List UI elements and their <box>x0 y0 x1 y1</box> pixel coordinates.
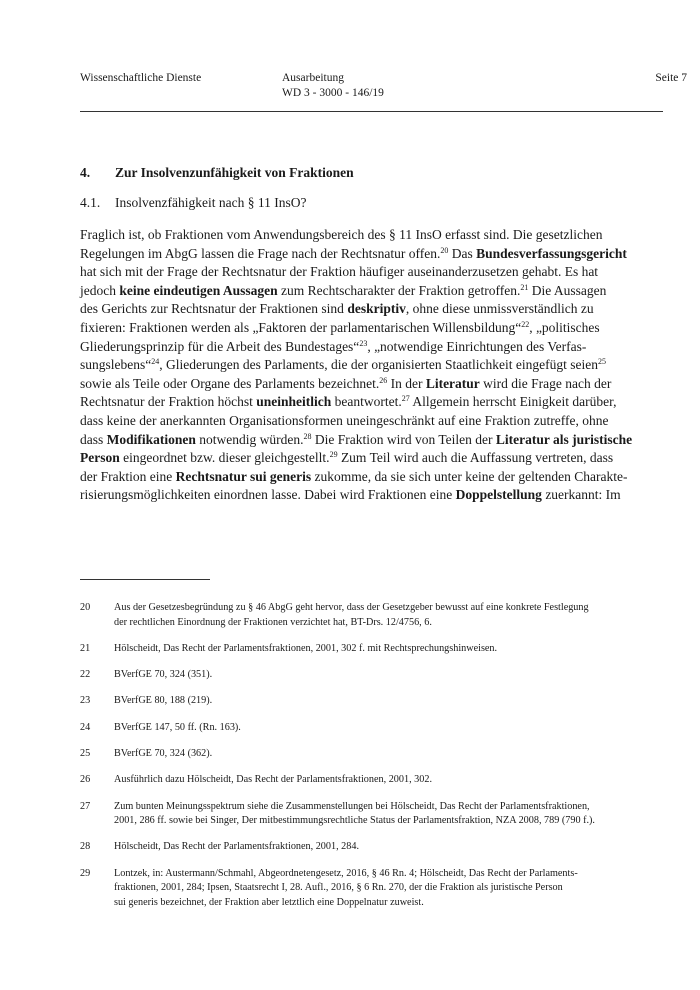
footnote-line: Aus der Gesetzesbegründung zu § 46 AbgG geht hervor, dass der Gesetzgeber bewusst auf eine konkrete Festlegung <box>114 602 589 613</box>
body-line: Rechtsnatur der Fraktion höchst uneinheitlich beantwortet.$^{27}$ Allgemein herrscht Einigkeit darüber, <box>80 394 617 410</box>
header-org: Wissenschaftliche Dienste <box>80 72 202 84</box>
footnote-text <box>114 642 680 657</box>
body-line: hat sich mit der Frage der Rechtsnatur der Fraktion häufiger auseinanderzusetzen gehabt. Es hat <box>80 264 599 280</box>
footnote-text <box>114 840 680 855</box>
footnote-text <box>114 668 680 683</box>
subsection-heading <box>80 195 306 211</box>
footnote-item <box>80 721 680 736</box>
footnote-line: Lontzek, in: Austermann/Schmahl, Abgeordnetengesetz, 2016, § 46 Rn. 4; Hölscheidt, Das Recht der Parlaments- <box>114 867 578 879</box>
body-line: risierungsmöglichkeiten einordnen lasse. Dabei wird Fraktionen eine Doppelstellung zuerkannt: Im <box>80 487 621 503</box>
section-heading <box>80 165 354 181</box>
footnote-line: fraktionen, 2001, 284; Ipsen, Staatsrecht I, 28. Aufl., 2016, § 6 Rn. 270, der die Fraktion als juristische Person <box>114 882 563 894</box>
footnote-item <box>80 642 680 657</box>
footnote-line: BVerfGE 147, 50 ff. (Rn. 163). <box>114 721 241 733</box>
footnote-item <box>80 800 680 829</box>
footnote-text <box>114 601 680 630</box>
footnote-ref[interactable]: 20 <box>440 245 449 255</box>
footnote-ref[interactable]: 22 <box>521 319 530 329</box>
body-line: sowie als Teile oder Organe des Parlaments bezeichnet.$^{26}$ In der Literatur wird die Frage nach der <box>80 375 612 391</box>
subsection-number: 4.1. <box>80 195 101 210</box>
footnote-number: 28 <box>80 841 91 853</box>
footnote-line: BVerfGE 70, 324 (362). <box>114 747 213 759</box>
body-line: sungslebens“$^{24}$, Gliederungen des Parlaments, die der organisierten Staatlichkeit eingefügt seien$^{25}$ <box>80 357 606 373</box>
footnote-ref[interactable]: 28 <box>303 431 312 441</box>
subsection-title: Insolvenzfähigkeit nach § 11 InsO? <box>115 195 307 210</box>
section-title: Zur Insolvenzunfähigkeit von Fraktionen <box>115 165 354 180</box>
body-line: der Fraktion eine Rechtsnatur sui generis zukomme, da sie sich unter keine der geltenden Charakte- <box>80 468 628 484</box>
footnote-text <box>114 721 680 736</box>
body-paragraph <box>80 226 670 505</box>
footnote-ref[interactable]: 24 <box>151 357 160 367</box>
footnote-item <box>80 601 680 630</box>
footnote-number: 22 <box>80 669 91 681</box>
body-line: Person eingeordnet bzw. dieser gleichgestellt.$^{29}$ Zum Teil wird auch die Auffassung vertreten, dass <box>80 450 614 466</box>
footnote-line: sui generis bezeichnet, der Fraktion aber letztlich eine Doppelnatur zuweist. <box>114 896 424 908</box>
footnote-line: Hölscheidt, Das Recht der Parlamentsfraktionen, 2001, 302 f. mit Rechtsprechungshinweisen. <box>114 642 498 654</box>
footnote-item <box>80 840 680 855</box>
footnote-item <box>80 694 680 709</box>
footnote-line: Ausführlich dazu Hölscheidt, Das Recht der Parlamentsfraktionen, 2001, 302. <box>114 774 432 786</box>
footnote-number: 27 <box>80 800 91 812</box>
footnote-number: 25 <box>80 747 91 759</box>
body-line: Regelungen im AbgG lassen die Frage nach der Rechtsnatur offen.$^{20}$ Das Bundesverfassungsgericht <box>80 245 627 261</box>
footnote-item <box>80 668 680 683</box>
footnote-item <box>80 867 680 911</box>
footnote-item <box>80 773 680 788</box>
footnote-line: Zum bunten Meinungsspektrum siehe die Zusammenstellungen bei Hölscheidt, Das Recht der Parlamentsfraktionen, <box>114 800 590 812</box>
body-line: dass Modifikationen notwendig würden.$^{28}$ Die Fraktion wird von Teilen der Literatur als juristische <box>80 431 633 447</box>
footnotes-section <box>80 601 680 922</box>
header-doc-type: Ausarbeitung <box>282 72 344 84</box>
footnote-separator <box>80 579 210 580</box>
body-line: fixieren: Fraktionen werden als „Faktoren der parlamentarischen Willensbildung“$^{22}$, „politisches <box>80 319 600 335</box>
body-line: jedoch keine eindeutigen Aussagen zum Rechtscharakter der Fraktion getroffen.$^{21}$ Die Aussagen <box>80 282 607 298</box>
footnote-number: 26 <box>80 774 91 786</box>
footnote-number: 24 <box>80 721 91 733</box>
body-line: Gliederungsprinzip für die Arbeit des Bundestages“$^{23}$, „notwendige Einrichtungen des Verfas- <box>80 338 587 354</box>
footnote-line: BVerfGE 80, 188 (219). <box>114 695 213 707</box>
footnote-ref[interactable]: 29 <box>329 450 338 460</box>
footnote-number: 23 <box>80 695 91 707</box>
footnote-ref[interactable]: 21 <box>520 282 529 292</box>
body-line: Fraglich ist, ob Fraktionen vom Anwendungsbereich des § 11 InsO erfasst sind. Die gesetzlichen <box>80 227 603 242</box>
header-doc-info <box>282 71 384 101</box>
footnote-text <box>114 800 680 829</box>
footnote-ref[interactable]: 25 <box>598 357 606 367</box>
footnote-text <box>114 867 680 911</box>
footnote-text <box>114 747 680 762</box>
footnote-line: Hölscheidt, Das Recht der Parlamentsfraktionen, 2001, 284. <box>114 841 360 853</box>
section-number: 4. <box>80 165 91 180</box>
header-divider <box>80 111 663 112</box>
header-page-number: Seite 7 <box>655 72 687 84</box>
footnote-text <box>114 773 680 788</box>
body-line: des Gerichts zur Rechtsnatur der Fraktionen sind deskriptiv, ohne diese unmissverständlich zu <box>80 301 594 317</box>
footnote-ref[interactable]: 23 <box>359 338 368 348</box>
footnote-text <box>114 694 680 709</box>
footnote-ref[interactable]: 27 <box>401 394 410 404</box>
header-doc-number: WD 3 - 3000 - 146/19 <box>282 87 384 99</box>
body-line: dass keine der anerkannten Organisationsformen uneingeschränkt auf eine Fraktion zutreffe, ohne <box>80 412 609 428</box>
footnote-line: der rechtlichen Einordnung der Fraktionen verzichtet hat, BT-Drs. 12/4756, 6. <box>114 616 432 628</box>
footnote-line: 2001, 286 ff. sowie bei Singer, Der mitbestimmungsrechtliche Status der Parlamentsfraktion, NZA 2008, 789 (790 f.). <box>114 815 595 827</box>
footnote-number: 20 <box>80 602 91 613</box>
footnote-line: BVerfGE 70, 324 (351). <box>114 669 213 681</box>
footnote-ref[interactable]: 26 <box>379 375 388 385</box>
footnote-number: 29 <box>80 867 91 879</box>
footnote-item <box>80 747 680 762</box>
footnote-number: 21 <box>80 642 91 654</box>
